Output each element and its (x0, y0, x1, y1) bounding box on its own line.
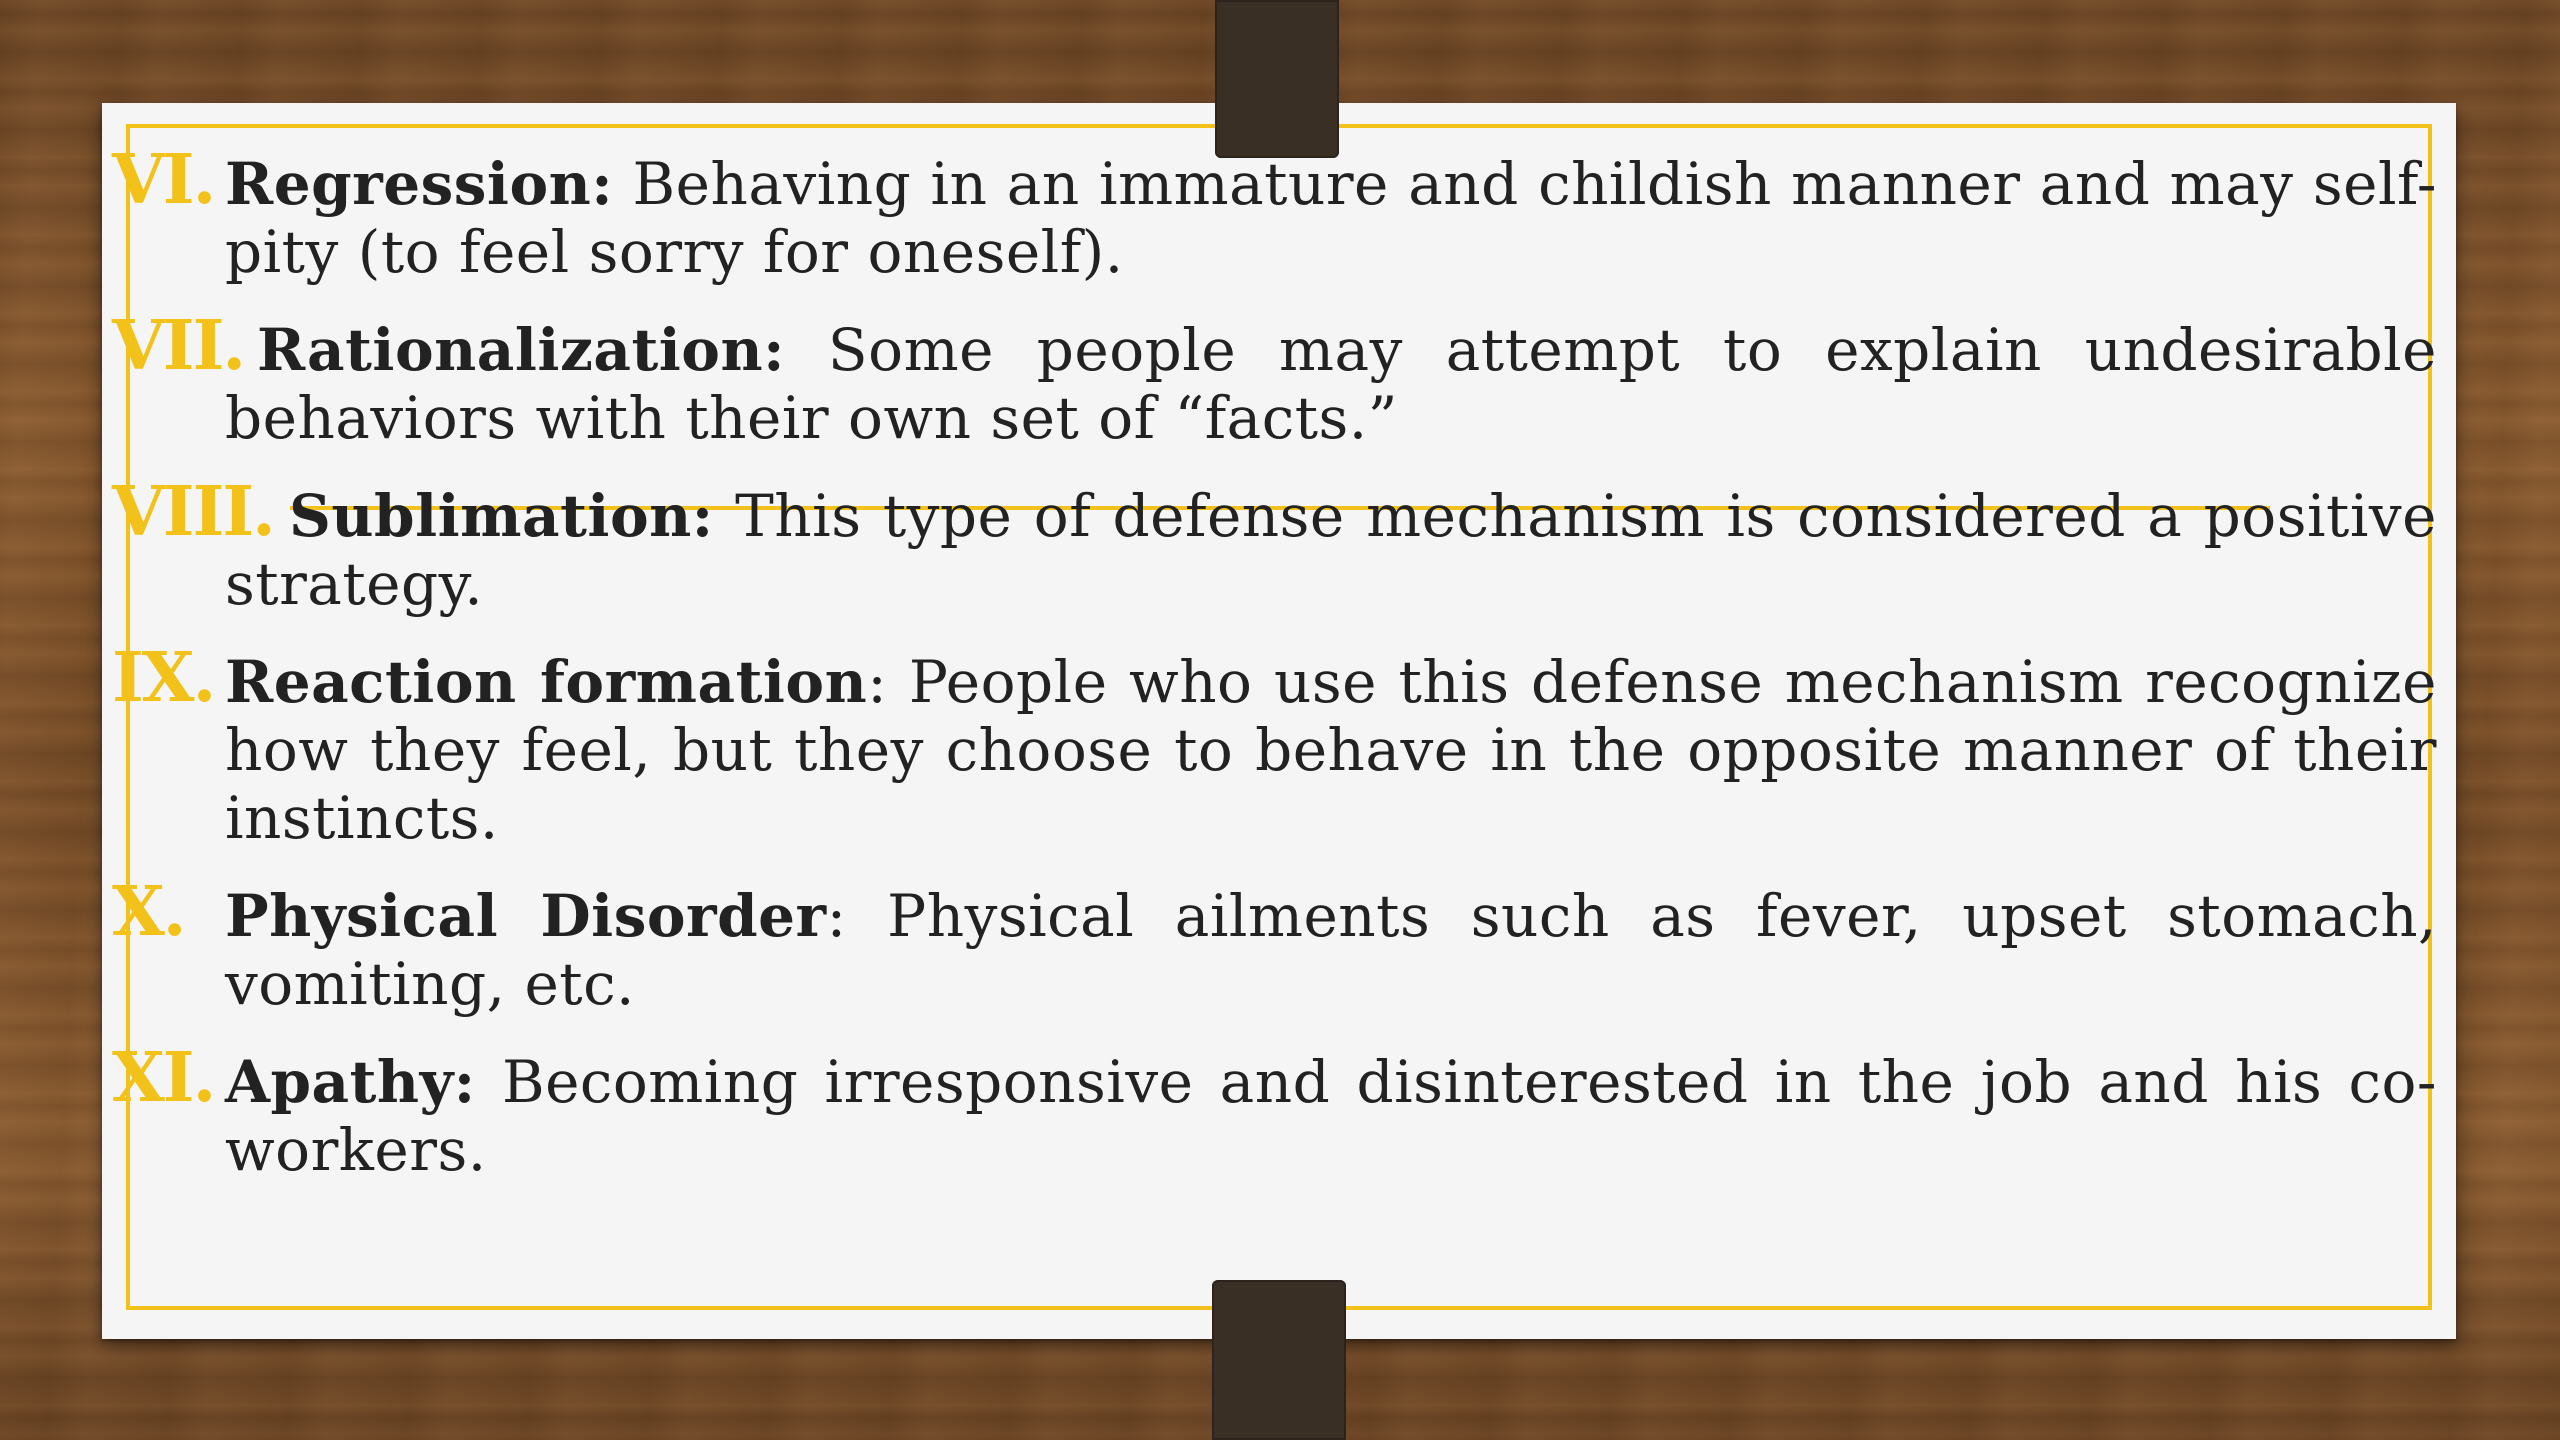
item-term: Reaction formation (225, 648, 868, 716)
top-clip-tab (1215, 0, 1339, 158)
list-item-rationalization (112, 306, 2437, 452)
list-item-apathy (112, 1038, 2437, 1184)
list-item-physical-disorder (112, 872, 2437, 1018)
bottom-clip-tab (1212, 1280, 1346, 1440)
item-term: Rationalization: (257, 316, 786, 384)
item-term: Sublimation: (289, 482, 714, 550)
item-numeral: XI. (112, 1038, 215, 1118)
item-description: This type of defense mechanism is considered a positive strategy. (225, 482, 2437, 618)
item-description: Becoming irresponsive and disinterested in the job and his co-workers. (225, 1048, 2437, 1184)
item-numeral: X. (112, 872, 185, 952)
item-term: Physical Disorder (225, 882, 827, 950)
item-description: : Physical ailments such as fever, upset stomach, vomiting, etc. (225, 882, 2437, 1018)
item-term: Regression: (225, 150, 614, 218)
item-numeral: VIII. (112, 472, 274, 552)
item-term: Apathy: (225, 1048, 476, 1116)
item-description: Behaving in an immature and childish manner and may self-pity (to feel sorry for oneself). (225, 150, 2437, 286)
item-description: : People who use this defense mechanism recognize how they feel, but they choose to behave in the opposite manner of their instincts. (225, 648, 2437, 852)
item-description: Some people may attempt to explain undesirable behaviors with their own set of “facts.” (225, 316, 2437, 452)
item-numeral: VII. (112, 306, 245, 386)
list-item-regression (112, 140, 2437, 286)
defense-mechanism-list (112, 140, 2437, 1184)
list-item-reaction-formation (112, 638, 2437, 852)
item-numeral: VI. (112, 140, 215, 220)
list-item-sublimation (112, 472, 2437, 618)
item-numeral: IX. (112, 638, 215, 718)
